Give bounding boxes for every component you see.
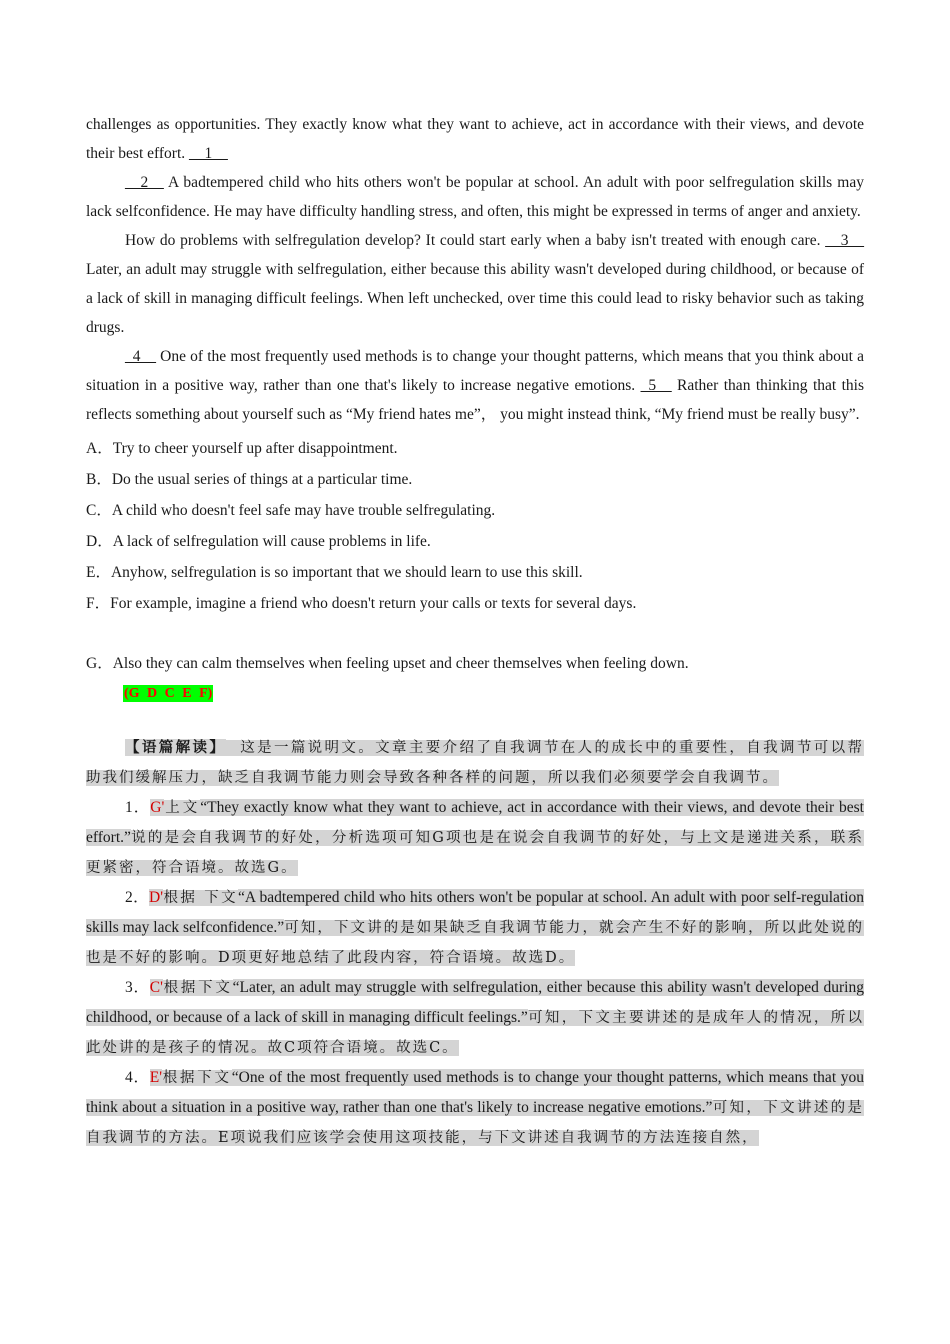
analysis-item-3: 3．C'根据下文“Later, an adult may struggle with selfregulation, either because this ability wasn't developed during childhood, or because of a lack of skill in managing difficult feelings.”可知，下文主要讲述的是成年人的情况，所以此处讲的是孩子的情况。故C项符合语境。故选C。	[86, 979, 865, 1056]
analysis-section	[86, 733, 864, 1153]
analysis-item-1: 1．G'上文“They exactly know what they want to achieve, act in accordance with their views, and devote their best effort.”说的是会自我调节的好处，分析选项可知G项也是在说会自我调节的好处，与上文是递进关系，联系更紧密，符合语境。故选G。	[86, 799, 864, 876]
passage-paragraph-2: __2__ A badtempered child who hits others won't be popular at school. An adult with poor selfregulation skills may lack selfconfidence. He may have difficulty handling stress, and often, this might be expressed in terms of anger and anxiety.	[86, 174, 864, 220]
answer-key-line	[86, 682, 864, 705]
passage-paragraph-1: challenges as opportunities. They exactly know what they want to achieve, act in accordance with their views, and devote their best effort. __1__	[86, 116, 864, 162]
blank-1: __1__	[189, 145, 228, 162]
option-b: B．Do the usual series of things at a particular time.	[86, 471, 413, 488]
answer-mark: D'	[149, 889, 164, 906]
blank-5: _5__	[640, 377, 672, 394]
passage-paragraph-3: How do problems with selfregulation develop? It could start early when a baby isn't treated with enough care. __3__ Later, an adult may struggle with selfregulation, either because this ability wasn't developed during childhood, or because of a lack of skill in managing difficult feelings. When left unchecked, over time this could lead to risky behavior such as taking drugs.	[86, 232, 864, 336]
document-content	[86, 110, 864, 1153]
options-list	[86, 439, 864, 674]
option-e: E．Anyhow, selfregulation is so important that we should learn to use this skill.	[86, 564, 583, 581]
answer-mark: G'	[150, 799, 165, 816]
answer-mark: E'	[149, 1069, 163, 1086]
option-f: F．For example, imagine a friend who doesn't return your calls or texts for several days.	[86, 595, 637, 612]
option-c: C．A child who doesn't feel safe may have trouble selfregulating.	[86, 502, 496, 519]
analysis-summary-text: 这是一篇说明文。文章主要介绍了自我调节在人的成长中的重要性，自我调节可以帮助我们缓解压力，缺乏自我调节能力则会导致各种各样的问题，所以我们必须要学会自我调节。	[86, 740, 865, 786]
blank-2: __2__	[125, 174, 164, 191]
passage-paragraph-4: _4__ One of the most frequently used methods is to change your thought patterns, which means that you think about a situation in a positive way, rather than one that's likely to increase negative emotions. _5__ Rather than thinking that this reflects something about yourself such as “My friend hates me”， you might instead think, “My friend must be really busy”.	[86, 348, 865, 423]
answer-key: (G D C E F)	[124, 686, 213, 701]
option-a: A．Try to cheer yourself up after disappointment.	[86, 440, 398, 457]
option-d: D．A lack of selfregulation will cause problems in life.	[86, 533, 431, 550]
analysis-item-2: 2．D'根据 下文“A badtempered child who hits others won't be popular at school. An adult with poor self-regulation skills may lack selfconfidence.”可知，下文讲的是如果缺乏自我调节能力，就会产生不好的影响，所以此处说的也是不好的影响。D项更好地总结了此段内容，符合语境。故选D。	[86, 889, 865, 966]
answer-mark: C'	[149, 979, 163, 996]
analysis-item-4: 4．E'根据下文“One of the most frequently used methods is to change your thought patterns, which means that you think about a situation in a positive way, rather than one that's likely to increase negative emotions.”可知，下文讲述的是自我调节的方法。E项说我们应该学会使用这项技能，与下文讲述自我调节的方法连接自然，	[86, 1069, 865, 1146]
blank-3: __3__	[825, 232, 864, 249]
blank-4: _4__	[125, 348, 156, 365]
analysis-summary	[86, 733, 864, 793]
analysis-heading: 【语篇解读】	[125, 739, 227, 756]
option-g: G．Also they can calm themselves when feeling upset and cheer themselves when feeling down.	[86, 655, 689, 672]
